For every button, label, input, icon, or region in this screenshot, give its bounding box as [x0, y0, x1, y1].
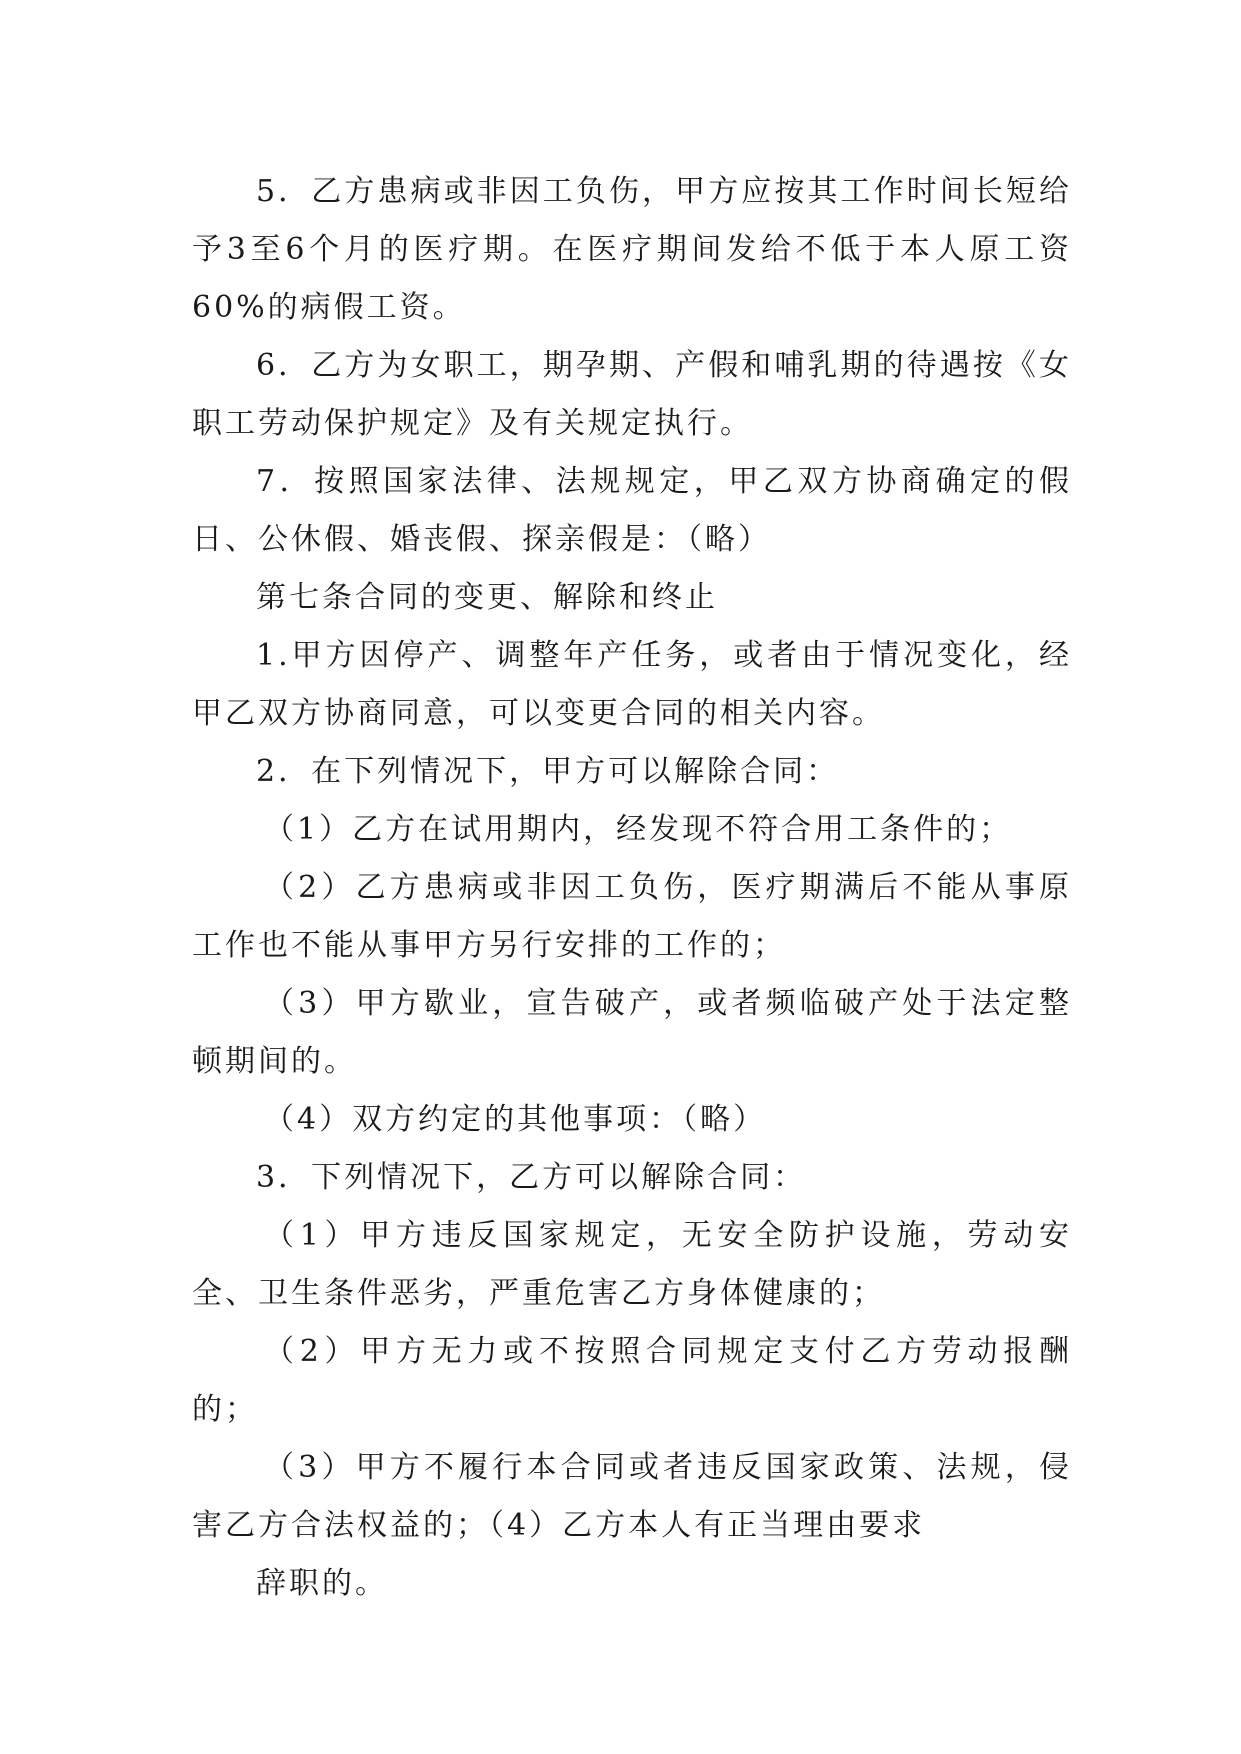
paragraph-resignation: 辞职的。 [256, 1566, 388, 1601]
list-item: （2）乙方患病或非因工负伤，医疗期满后不能从事原工作也不能从事甲方另行安排的工作的； [192, 870, 1072, 963]
paragraph-holidays: 7．按照国家法律、法规规定，甲乙双方协商确定的假日、公休假、婚丧假、探亲假是：（略） [192, 464, 1072, 557]
list-item: （3）甲方歇业，宣告破产，或者频临破产处于法定整顿期间的。 [192, 986, 1072, 1079]
list-item: （3）甲方不履行本合同或者违反国家政策、法规，侵害乙方合法权益的；（4）乙方本人有正当理由要求 [192, 1450, 1072, 1543]
paragraph-contract-change: 1.甲方因停产、调整年产任务，或者由于情况变化，经甲乙双方协商同意，可以变更合同的相关内容。 [192, 638, 1072, 731]
list-item: （1）甲方违反国家规定，无安全防护设施，劳动安全、卫生条件恶劣，严重危害乙方身体健康的； [192, 1218, 1072, 1311]
paragraph-employee-termination: 3．下列情况下，乙方可以解除合同： [256, 1160, 807, 1195]
list-item: （4）双方约定的其他事项：（略） [264, 1102, 767, 1137]
paragraph-female-workers: 6．乙方为女职工，期孕期、产假和哺乳期的待遇按《女职工劳动保护规定》及有关规定执行。 [192, 348, 1072, 441]
paragraph-employer-termination: 2．在下列情况下，甲方可以解除合同： [256, 754, 840, 789]
section-heading-article-7: 第七条合同的变更、解除和终止 [256, 580, 718, 615]
list-item: （1）乙方在试用期内，经发现不符合用工条件的； [264, 812, 1013, 847]
paragraph-medical-leave: 5．乙方患病或非因工负伤，甲方应按其工作时间长短给予3至6个月的医疗期。在医疗期间发给不低于本人原工资60%的病假工资。 [192, 174, 1072, 325]
list-item: （2）甲方无力或不按照合同规定支付乙方劳动报酬的； [192, 1334, 1072, 1427]
document-body [192, 163, 1072, 1613]
